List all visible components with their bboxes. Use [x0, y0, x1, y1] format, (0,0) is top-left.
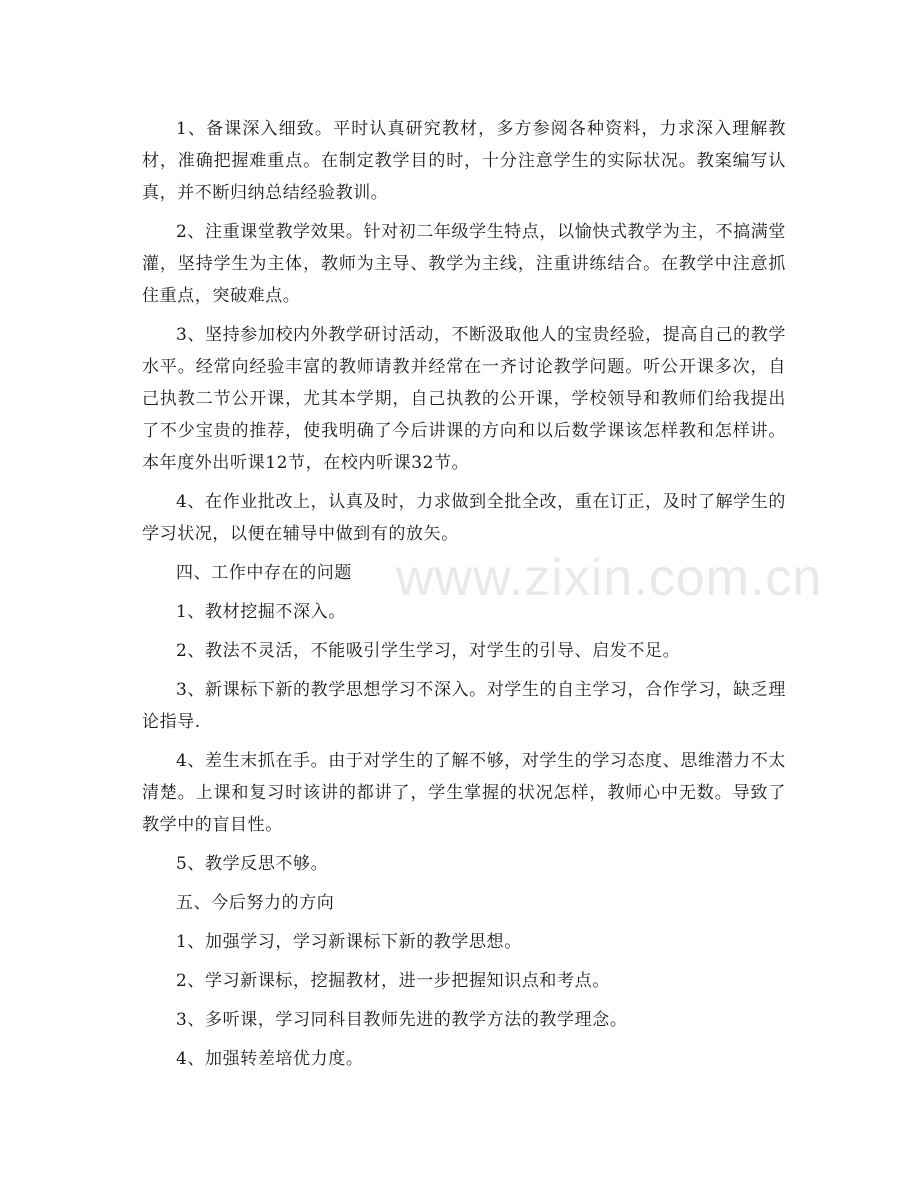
paragraph-problem-1: 1、教材挖掘不深入。 — [176, 602, 346, 622]
section-heading-problems: 四、工作中存在的问题 — [176, 563, 352, 583]
paragraph-problem-3: 3、新课标下新的教学思想学习不深入。对学生的自主学习，合作学习，缺乏理论指导. — [142, 680, 786, 732]
paragraph-problem-2: 2、教法不灵活，不能吸引学生学习，对学生的引导、启发不足。 — [176, 641, 681, 661]
paragraph-teaching-research: 3、坚持参加校内外教学研讨活动，不断汲取他人的宝贵经验，提高自己的教学水平。经常向经验丰富的教师请教并经常在一齐讨论教学问题。听公开课多次，自己执教二节公开课，尤其本学期，自己执教的公开课，学校领导和教师们给我提出了不少宝贵的推荐，使我明确了今后讲课的方向和以后数学课该怎样教和怎样讲。本年度外出听课12节，在校内听课32节。 — [142, 325, 786, 473]
paragraph-future-3: 3、多听课，学习同科目教师先进的教学方法的教学理念。 — [176, 1010, 628, 1030]
paragraph-homework-grading: 4、在作业批改上，认真及时，力求做到全批全改，重在订正，及时了解学生的学习状况，以便在辅导中做到有的放矢。 — [142, 492, 786, 544]
document-body — [142, 113, 786, 1082]
paragraph-lesson-prep: 1、备课深入细致。平时认真研究教材，多方参阅各种资料，力求深入理解教材，准确把握难重点。在制定教学目的时，十分注意学生的实际状况。教案编写认真，并不断归纳总结经验教训。 — [142, 119, 786, 203]
watermark-text: www.zixin.com.cn — [396, 549, 823, 607]
paragraph-classroom-effect: 2、注重课堂教学效果。针对初二年级学生特点，以愉快式教学为主，不搞满堂灌，坚持学生为主体，教师为主导、教学为主线，注重讲练结合。在教学中注意抓住重点，突破难点。 — [142, 222, 786, 306]
section-heading-future: 五、今后努力的方向 — [176, 893, 335, 913]
paragraph-future-1: 1、加强学习，学习新课标下新的教学思想。 — [176, 932, 522, 952]
paragraph-problem-4: 4、差生末抓在手。由于对学生的了解不够，对学生的学习态度、思维潜力不太清楚。上课和复习时该讲的都讲了，学生掌握的状况怎样，教师心中无数。导致了教学中的盲目性。 — [142, 751, 786, 835]
paragraph-future-2: 2、学习新课标，挖掘教材，进一步把握知识点和考点。 — [176, 971, 610, 991]
paragraph-problem-5: 5、教学反思不够。 — [176, 854, 329, 874]
paragraph-future-4: 4、加强转差培优力度。 — [176, 1049, 364, 1069]
